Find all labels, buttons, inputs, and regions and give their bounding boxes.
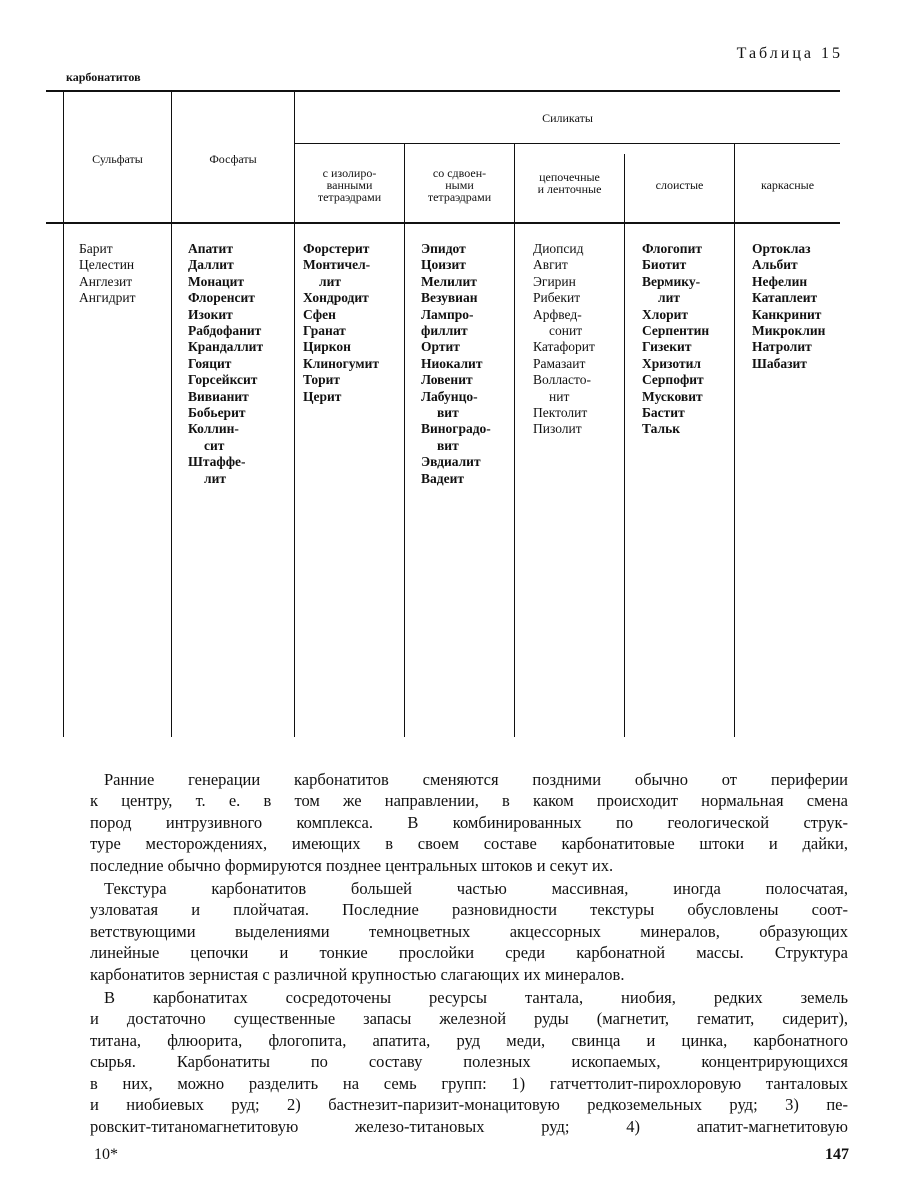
list-item: Виноградо- xyxy=(421,421,491,437)
list-item: Катафорит xyxy=(533,339,595,355)
header-phosphates: Фосфаты xyxy=(209,152,257,166)
header-layered: слоистые xyxy=(655,178,704,192)
list-item: Апатит xyxy=(188,241,233,256)
column-divider xyxy=(624,154,625,737)
list-item: Ортит xyxy=(421,339,460,355)
list-item: Монтичел- xyxy=(303,257,371,273)
text-line: пород интрузивного комплекса. В комбинированных по геологической струк- xyxy=(90,812,848,832)
list-item: Изокит xyxy=(188,306,233,322)
list-item: Альбит xyxy=(752,257,798,273)
list-item: Гранат xyxy=(303,323,346,339)
list-item: вит xyxy=(437,405,459,421)
list-item: Крандаллит xyxy=(188,339,264,355)
list-item: Торит xyxy=(303,372,341,388)
list-item: Биотит xyxy=(642,257,687,273)
text-line: Ранние генерации карбонатитов сменяются поздними обычно от периферии xyxy=(104,770,848,789)
column-divider xyxy=(404,143,405,737)
list-item: Нефелин xyxy=(752,273,808,289)
list-item: Вадеит xyxy=(421,470,464,486)
list-item: Монацит xyxy=(188,273,245,289)
list-item: Лампро- xyxy=(421,306,474,322)
list-item: Шабазит xyxy=(752,355,807,371)
list-item: Англезит xyxy=(79,273,133,289)
column-paired-tetrahedra xyxy=(421,241,491,487)
list-item: Эвдиалит xyxy=(421,454,481,470)
list-item: Горсейксит xyxy=(188,372,258,388)
list-item: Эпидот xyxy=(421,241,466,256)
header-bottom-rule xyxy=(46,222,840,224)
text-line: Текстура карбонатитов большей частью массивная, иногда полосчатая, xyxy=(104,879,848,899)
list-item: Серпентин xyxy=(642,323,710,339)
text-line: туре месторождениях, имеющих в своем составе карбонатитовые штоки и дайки, xyxy=(90,834,848,854)
list-item: Рибекит xyxy=(533,290,581,306)
list-item: Катаплеит xyxy=(752,290,818,306)
column-divider xyxy=(171,92,172,737)
list-item: Вермику- xyxy=(642,273,701,289)
list-item: Ортоклаз xyxy=(752,241,811,256)
text-line: и ниобиевых руд; 2) бастнезит-паризит-монацитовую редкоземельных руд; 3) пе- xyxy=(90,1095,848,1115)
body-text xyxy=(90,769,848,1137)
list-item: лит xyxy=(204,470,226,486)
list-item: Авгит xyxy=(533,257,568,273)
header-paired-tetrahedra: со сдвоен- ными тетраэдрами xyxy=(427,166,492,204)
list-item: лит xyxy=(658,290,680,306)
column-divider xyxy=(734,143,735,737)
table-caption: карбонатитов xyxy=(66,70,141,84)
text-line: ровскит-титаномагнетитовую железо-титановых руд; 4) апатит-магнетитовую xyxy=(90,1116,848,1136)
list-item: Целестин xyxy=(79,257,135,273)
header-chain-ribbon: цепочечные и ленточные xyxy=(537,170,602,196)
list-item: Хондродит xyxy=(303,290,369,306)
list-item: Пизолит xyxy=(533,421,582,437)
text-line: узловатая и плойчатая. Последние разновидности текстуры обусловлены соот- xyxy=(90,900,848,920)
list-item: Мусковит xyxy=(642,388,703,404)
list-item: Рабдофанит xyxy=(188,323,262,339)
list-item: филлит xyxy=(421,323,468,339)
list-item: Эгирин xyxy=(533,273,576,289)
list-item: Везувиан xyxy=(421,290,478,306)
text-line: последние обычно формируются позднее центральных штоков и секут их. xyxy=(90,855,614,875)
text-line: титана, флюорита, флогопита, апатита, руд меди, свинца и цинка, карбонатного xyxy=(90,1030,848,1050)
table-top-rule xyxy=(46,90,840,92)
list-item: Микроклин xyxy=(752,323,826,339)
list-item: Арфвед- xyxy=(533,306,582,322)
list-item: Барит xyxy=(79,241,113,256)
list-item: Мелилит xyxy=(421,273,477,289)
list-item: сонит xyxy=(549,323,583,339)
list-item: Хризотил xyxy=(642,355,701,371)
signature-mark: 10* xyxy=(94,1146,118,1163)
list-item: Тальк xyxy=(642,421,681,437)
text-line: линейные цепочки и тонкие прослойки среди карбонатной массы. Структура xyxy=(90,943,848,963)
text-line: сырья. Карбонатиты по составу полезных ископаемых, концентрирующихся xyxy=(90,1052,848,1072)
text-line: в них, можно разделить на семь групп: 1) гатчеттолит-пирохлоровую танталовых xyxy=(90,1073,848,1093)
list-item: Ангидрит xyxy=(79,290,136,306)
list-item: Сфен xyxy=(303,306,336,322)
table-number-label: Таблица 15 xyxy=(736,45,843,62)
text-line: В карбонатитах сосредоточены ресурсы тантала, ниобия, редких земель xyxy=(104,988,848,1008)
list-item: Флоренсит xyxy=(188,290,255,306)
list-item: Циркон xyxy=(303,339,351,355)
list-item: нит xyxy=(549,388,570,404)
paragraph xyxy=(90,987,848,1137)
list-item: Флогопит xyxy=(642,241,702,256)
list-item: Штаффе- xyxy=(188,454,246,470)
list-item: Даллит xyxy=(188,257,234,273)
list-item: Коллин- xyxy=(188,421,239,437)
list-item: Гизекит xyxy=(642,339,692,355)
list-item: лит xyxy=(319,273,341,289)
column-divider xyxy=(514,143,515,737)
list-item: Ниокалит xyxy=(421,355,483,371)
paragraph xyxy=(90,878,848,985)
list-item: Серпофит xyxy=(642,372,704,388)
list-item: Вивианит xyxy=(188,388,249,404)
list-item: Диопсид xyxy=(533,241,584,256)
list-item: Цоизит xyxy=(421,257,466,273)
list-item: Ловенит xyxy=(421,372,473,388)
list-item: Церит xyxy=(303,388,342,404)
column-chain-ribbon xyxy=(533,241,595,438)
list-item: Пектолит xyxy=(533,405,588,421)
text-line: карбонатитов зернистая с различной крупностью слагающих их минералов. xyxy=(90,964,625,984)
text-line: ветствующими выделениями темноцветных акцессорных минералов, образующих xyxy=(90,921,848,941)
list-item: Гояцит xyxy=(188,355,232,371)
list-item: Волласто- xyxy=(533,372,592,388)
text-line: к центру, т. е. в том же направлении, в каком происходит нормальная смена xyxy=(90,791,848,811)
list-item: Рамазаит xyxy=(533,355,586,371)
column-sulfates xyxy=(79,241,135,307)
list-item: сит xyxy=(204,437,225,453)
column-divider xyxy=(63,92,64,737)
header-sulfates: Сульфаты xyxy=(92,152,143,166)
page-number: 147 xyxy=(825,1146,849,1163)
list-item: Канкринит xyxy=(752,306,822,322)
list-item: Форстерит xyxy=(303,241,370,256)
list-item: Клиногумит xyxy=(303,355,379,371)
column-layered xyxy=(642,241,709,438)
header-framework: каркасные xyxy=(760,178,815,192)
header-silicates: Силикаты xyxy=(542,111,593,125)
silicates-header-rule xyxy=(294,143,840,144)
column-isolated-tetrahedra xyxy=(303,241,379,405)
list-item: вит xyxy=(437,437,459,453)
list-item: Бастит xyxy=(642,405,685,421)
list-item: Бобьерит xyxy=(188,405,246,421)
column-framework xyxy=(752,241,825,372)
paragraph xyxy=(90,769,848,876)
header-isolated-tetrahedra: с изолиро- ванными тетраэдрами xyxy=(317,166,382,204)
column-phosphates xyxy=(188,241,263,487)
text-line: и достаточно существенные запасы железной руды (магнетит, гематит, сидерит), xyxy=(90,1009,848,1029)
list-item: Хлорит xyxy=(642,306,688,322)
list-item: Лабунцо- xyxy=(421,388,478,404)
list-item: Натролит xyxy=(752,339,812,355)
